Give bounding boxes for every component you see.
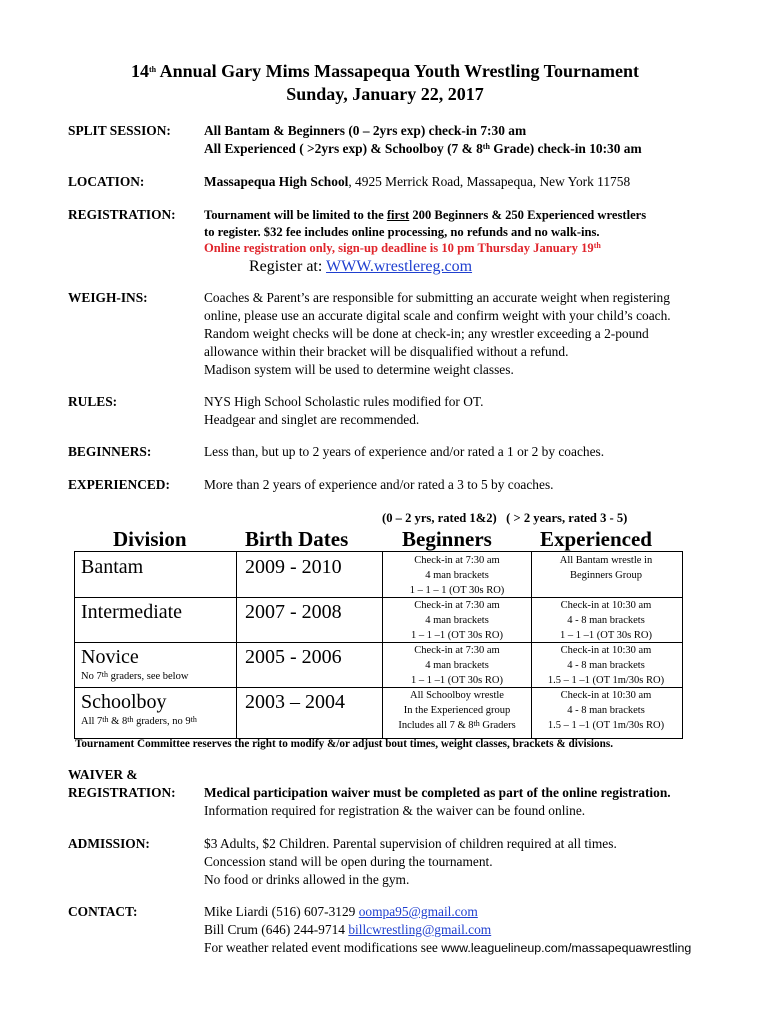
weigh-ins-line: Madison system will be used to determine weight classes. (204, 362, 514, 377)
cell-line: 4 man brackets (425, 570, 489, 581)
page-title (0, 60, 770, 106)
table-footnote: Tournament Committee reserves the right to modify &/or adjust bout times, weight classes, brackets & divisions. (75, 738, 613, 750)
weigh-ins-line: Random weight checks will be done at check-in; any wrestler exceeding a 2-pound (204, 326, 649, 341)
weigh-ins-line: online, please use an accurate digital scale and confirm weight with your child’s coach. (204, 308, 671, 323)
cell-line: 1 – 1 –1 (OT 30s RO) (560, 630, 652, 641)
cell-line: 4 - 8 man brackets (567, 615, 645, 626)
title-line-1: 14th Annual Gary Mims Massapequa Youth Wrestling Tournament (130, 61, 640, 81)
beginners-label: BEGINNERS: (68, 444, 152, 459)
dates-schoolboy: 2003 – 2004 (245, 691, 345, 713)
contact-line-2: Bill Crum (646) 244-9714 billcwrestling@gmail.com (204, 922, 492, 937)
dates-novice: 2005 - 2006 (245, 646, 342, 668)
registration-line-1: Tournament will be limited to the first 200 Beginners & 250 Experienced wrestlers (204, 208, 647, 222)
admission-line: No food or drinks allowed in the gym. (204, 872, 410, 887)
cell-line: Check-in at 10:30 am (560, 645, 652, 656)
admission-line: Concession stand will be open during the tournament. (204, 854, 493, 869)
cell-line: All Bantam wrestle in (559, 555, 653, 566)
cell-line: 4 - 8 man brackets (567, 660, 645, 671)
split-session-label: SPLIT SESSION: (68, 123, 171, 138)
cell-line: Includes all 7 & 8th Graders (398, 719, 516, 731)
waiver-line-1: Medical participation waiver must be completed as part of the online registration. (204, 785, 671, 800)
experienced-cell-bantam (532, 553, 680, 583)
location-text: Massapequa High School, 4925 Merrick Road, Massapequa, New York 11758 (204, 174, 631, 189)
cell-line: 4 man brackets (425, 615, 489, 626)
division-intermediate: Intermediate (81, 601, 183, 623)
location-label: LOCATION: (68, 174, 145, 189)
division-schoolboy: Schoolboy (81, 691, 167, 713)
cell-line: Check-in at 7:30 am (414, 645, 500, 656)
cell-line: Check-in at 10:30 am (560, 690, 652, 701)
weather-url[interactable]: www.leaguelineup.com/massapequawrestling (441, 941, 692, 955)
experienced-cell-schoolboy (532, 688, 680, 733)
registration-line-2: to register. $32 fee includes online processing, no refunds and no walk-ins. (204, 225, 600, 239)
email-link-liardi[interactable]: oompa95@gmail.com (358, 904, 478, 919)
division-novice: Novice (81, 646, 139, 668)
cell-line: 4 man brackets (425, 660, 489, 671)
cell-line: In the Experienced group (403, 705, 511, 716)
admission-line: $3 Adults, $2 Children. Parental supervision of children required at all times. (204, 836, 617, 851)
header-experienced: Experienced (540, 527, 652, 551)
admission-text (204, 835, 744, 889)
cell-line: 1 – 1 – 1 (OT 30s RO) (409, 585, 505, 596)
experienced-cell-novice (532, 643, 680, 688)
rules-label: RULES: (68, 394, 118, 409)
novice-note: No 7th graders, see below (81, 670, 189, 682)
table-divider (236, 551, 237, 738)
cell-line: 4 - 8 man brackets (567, 705, 645, 716)
experienced-text: More than 2 years of experience and/or rated a 3 to 5 by coaches. (204, 477, 554, 492)
waiver-line-2: Information required for registration & the waiver can be found online. (204, 803, 586, 818)
cell-line: Check-in at 10:30 am (560, 600, 652, 611)
experienced-cell-intermediate (532, 598, 680, 643)
beginners-cell-bantam (383, 553, 531, 598)
weigh-ins-text (204, 289, 744, 379)
cell-line: 1.5 – 1 –1 (OT 1m/30s RO) (547, 720, 665, 731)
contact-line-3: For weather related event modifications see www.leaguelineup.com/massapequawrestling (204, 940, 692, 955)
weigh-ins-line: Coaches & Parent’s are responsible for submitting an accurate weight when registering (204, 290, 670, 305)
cell-line: 1 – 1 –1 (OT 30s RO) (411, 630, 503, 641)
cell-line: 1 – 1 –1 (OT 30s RO) (411, 675, 503, 686)
cell-line: 1.5 – 1 –1 (OT 1m/30s RO) (547, 675, 665, 686)
registration-deadline: Online registration only, sign-up deadline is 10 pm Thursday January 19th (204, 241, 601, 255)
beginners-cell-intermediate (383, 598, 531, 643)
cell-line: Check-in at 7:30 am (414, 555, 500, 566)
contact-label: CONTACT: (68, 904, 138, 919)
dates-intermediate: 2007 - 2008 (245, 601, 342, 623)
cell-line: All Schoolboy wrestle (410, 690, 504, 701)
title-date: Sunday, January 22, 2017 (286, 84, 484, 104)
contact-line-1: Mike Liardi (516) 607-3129 oompa95@gmail.com (204, 904, 478, 919)
dates-bantam: 2009 - 2010 (245, 556, 342, 578)
header-beginners: Beginners (402, 527, 492, 551)
email-link-crum[interactable]: billcwrestling@gmail.com (348, 922, 492, 937)
cell-line: Check-in at 7:30 am (414, 600, 500, 611)
rules-text (204, 393, 744, 429)
schoolboy-note: All 7th & 8th graders, no 9th (81, 715, 197, 727)
registration-label: REGISTRATION: (68, 207, 176, 222)
header-division: Division (113, 527, 187, 551)
admission-label: ADMISSION: (68, 836, 150, 851)
beginners-cell-schoolboy (383, 688, 531, 733)
division-bantam: Bantam (81, 556, 144, 578)
header-birth-dates: Birth Dates (245, 527, 349, 551)
weigh-ins-line: allowance within their bracket will be disqualified without a refund. (204, 344, 569, 359)
cell-line: Beginners Group (569, 570, 643, 581)
table-header-note: (0 – 2 yrs, rated 1&2) ( > 2 years, rated 3 - 5) (382, 511, 628, 525)
weigh-ins-label: WEIGH-INS: (68, 290, 148, 305)
split-session-line-1: All Bantam & Beginners (0 – 2yrs exp) check-in 7:30 am (204, 123, 527, 138)
waiver-label-2: REGISTRATION: (68, 785, 176, 800)
waiver-label: WAIVER & (68, 767, 138, 782)
register-at: Register at: WWW.wrestlereg.com (249, 258, 473, 275)
beginners-text: Less than, but up to 2 years of experience and/or rated a 1 or 2 by coaches. (204, 444, 605, 459)
experienced-label: EXPERIENCED: (68, 477, 170, 492)
split-session-line-2: All Experienced ( >2yrs exp) & Schoolboy (7 & 8th Grade) check-in 10:30 am (204, 141, 642, 156)
rules-line: NYS High School Scholastic rules modified for OT. (204, 394, 484, 409)
beginners-cell-novice (383, 643, 531, 688)
register-link[interactable]: WWW.wrestlereg.com (326, 258, 473, 275)
rules-line: Headgear and singlet are recommended. (204, 412, 420, 427)
